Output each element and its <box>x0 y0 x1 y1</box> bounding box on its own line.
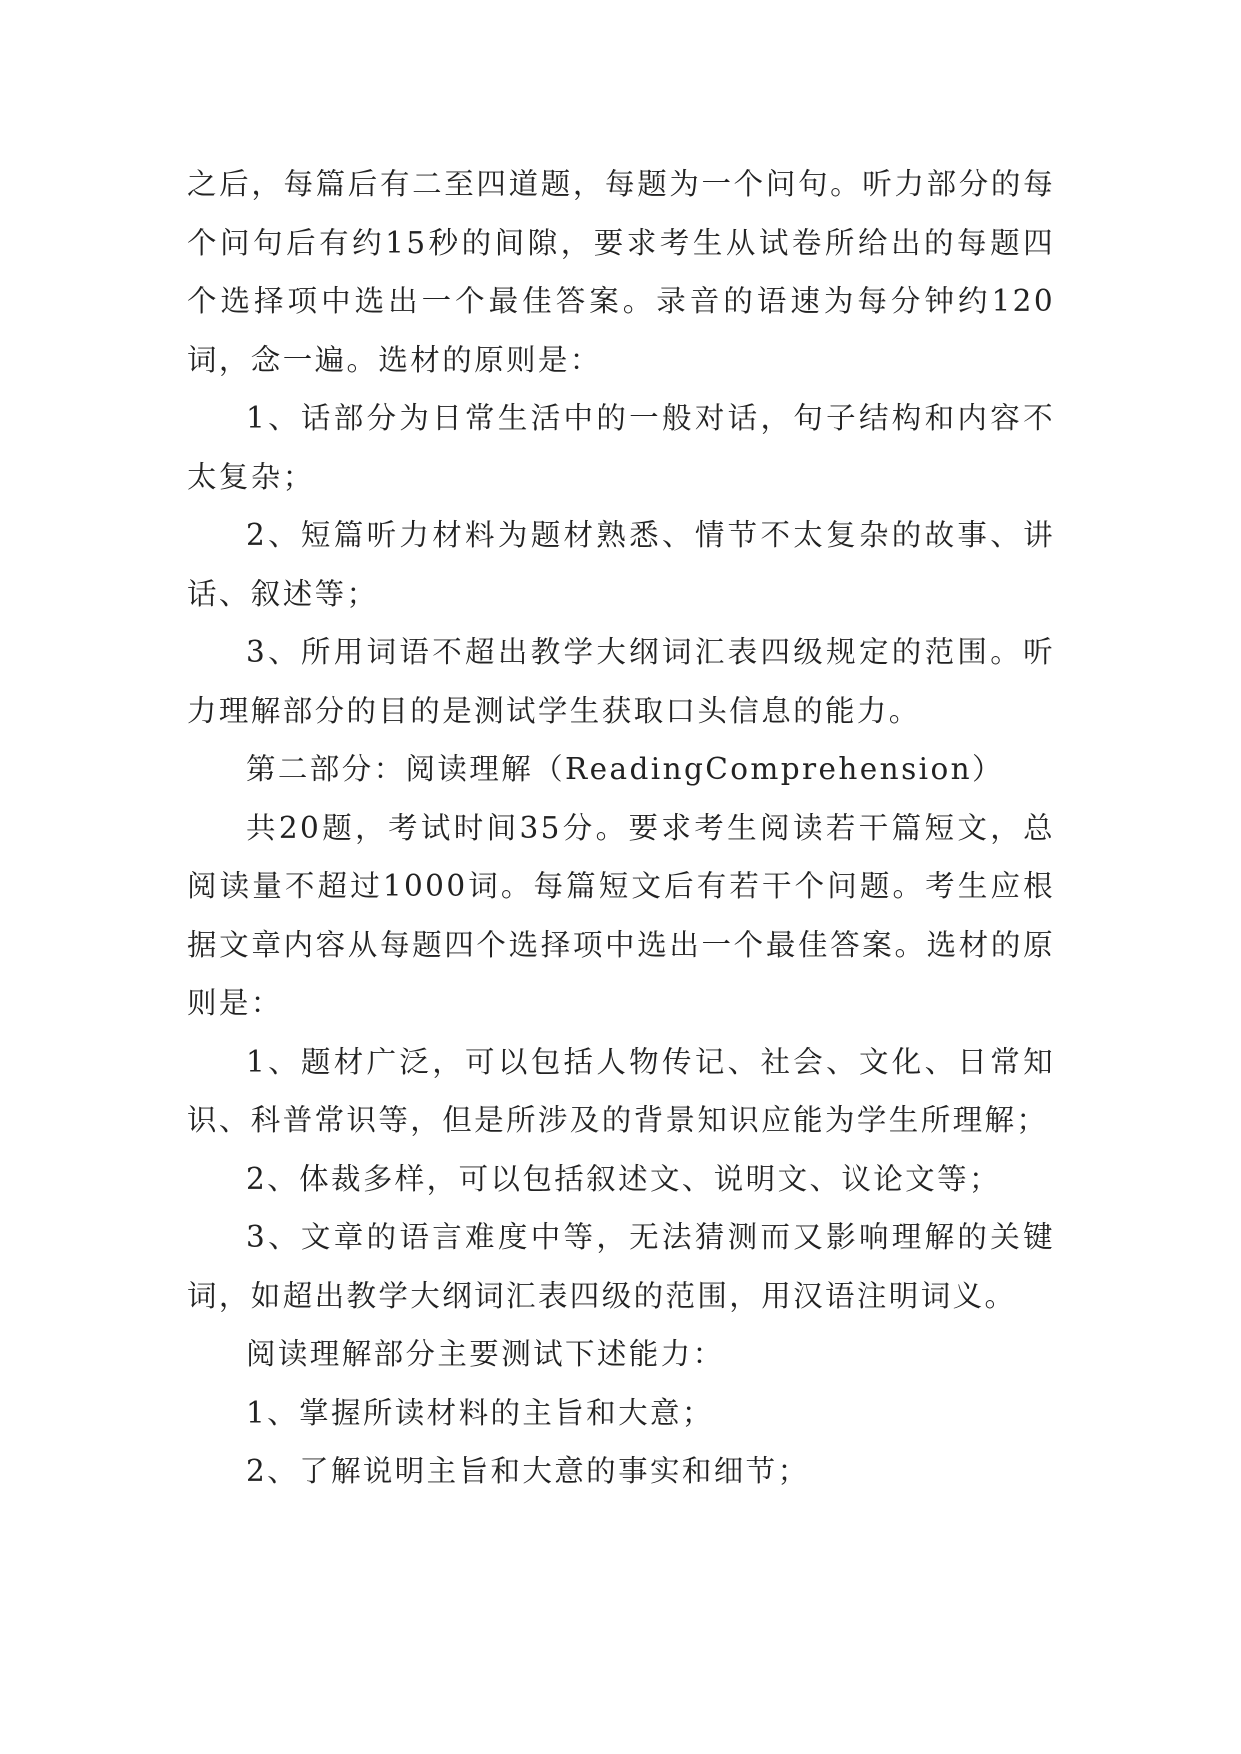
paragraph-reading-rule-2: 2、体裁多样，可以包括叙述文、说明文、议论文等； <box>246 1161 1001 1196</box>
paragraph-reading-ability-2: 2、了解说明主旨和大意的事实和细节； <box>246 1454 810 1488</box>
paragraph-listening-rule-2: 2、短篇听力材料为题材熟悉、情节不太复杂的故事、讲话、叙述等； <box>187 518 1055 611</box>
paragraph-listening-rule-3: 3、所用词语不超出教学大纲词汇表四级规定的范围。听力理解部分的目的是测试学生获取口头信息的能力。 <box>187 635 1055 728</box>
section-heading-reading: 第二部分：阅读理解（ReadingComprehension） <box>246 752 1004 786</box>
paragraph-reading-ability-1: 1、掌握所读材料的主旨和大意； <box>246 1395 714 1430</box>
paragraph-reading-abilities-intro: 阅读理解部分主要测试下述能力： <box>246 1337 725 1371</box>
paragraph-reading-rule-3: 3、文章的语言难度中等，无法猜测而又影响理解的关键词，如超出教学大纲词汇表四级的范围，用汉语注明词义。 <box>187 1220 1055 1313</box>
paragraph-reading-intro: 共20题，考试时间35分。要求考生阅读若干篇短文，总阅读量不超过1000词。每篇短文后有若干个问题。考生应根据文章内容从每题四个选择项中选出一个最佳答案。选材的原则是： <box>187 810 1055 1020</box>
paragraph-reading-rule-1: 1、题材广泛，可以包括人物传记、社会、文化、日常知识、科普常识等，但是所涉及的背景知识应能为学生所理解； <box>187 1044 1055 1137</box>
paragraph-listening-rule-1: 1、话部分为日常生活中的一般对话，句子结构和内容不太复杂； <box>187 401 1055 494</box>
paragraph-listening-intro: 之后，每篇后有二至四道题，每题为一个问句。听力部分的每个问句后有约15秒的间隙，要求考生从试卷所给出的每题四个选择项中选出一个最佳答案。录音的语速为每分钟约120词，念一遍。选材的原则是： <box>187 167 1055 377</box>
document-page <box>187 155 1055 1501</box>
